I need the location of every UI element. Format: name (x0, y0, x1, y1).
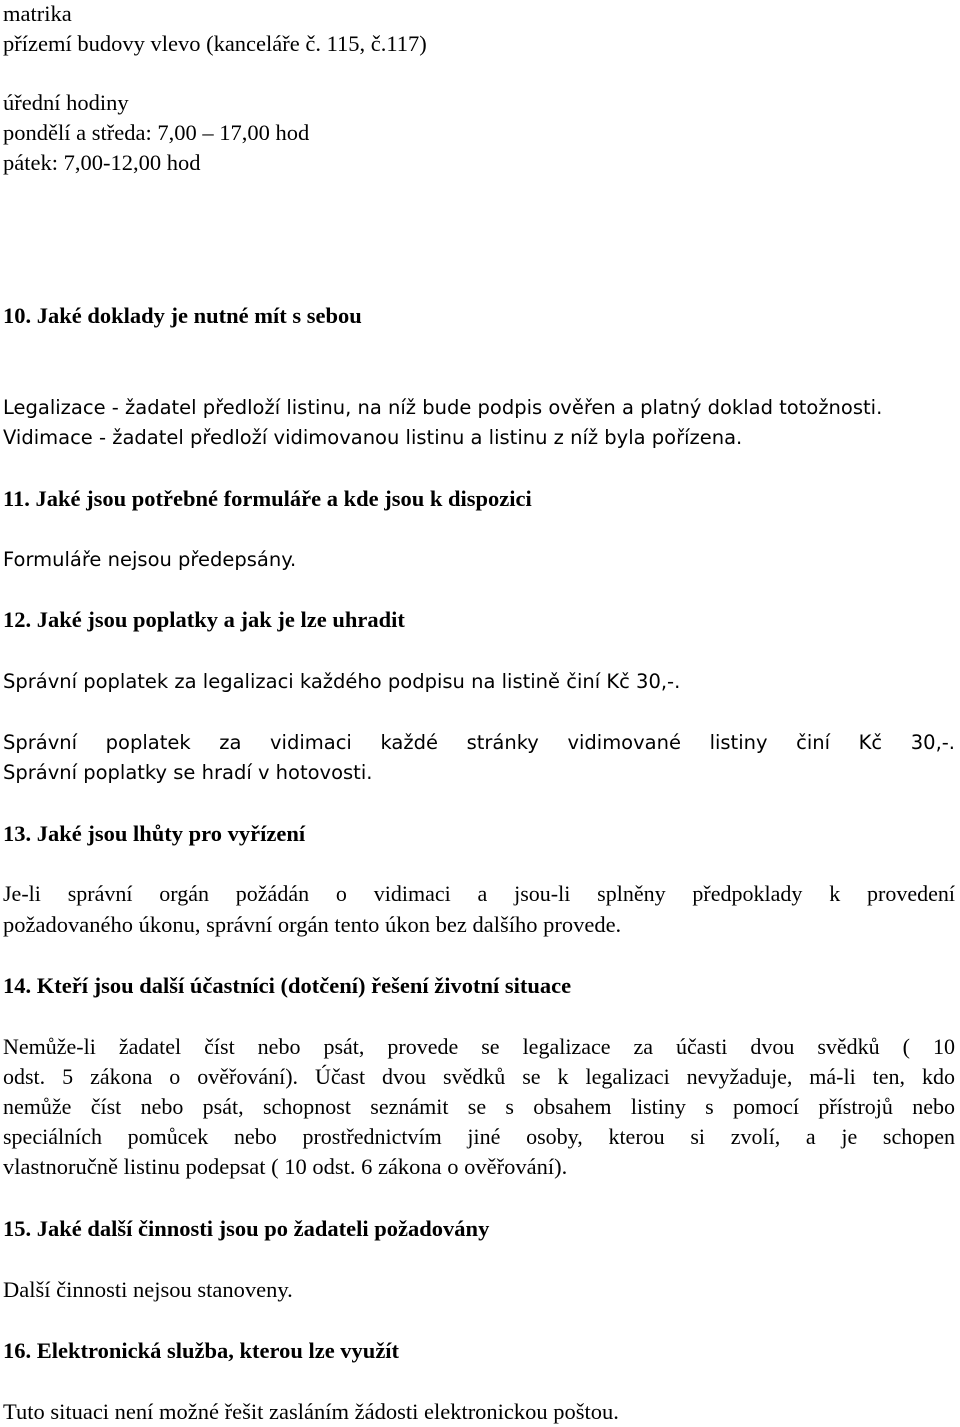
section-10-heading: 10. Jaké doklady je nutné mít s sebou (3, 303, 362, 328)
section-14-line-3: nemůže číst nebo psát, schopnost seznámit se s obsahem listiny s pomocí přístrojů nebo (3, 1094, 955, 1119)
section-10-line-2: Vidimace - žadatel předloží vidimovanou listinu a listinu z níž byla pořízena. (3, 426, 743, 449)
section-12-line-1: Správní poplatek za legalizaci každého podpisu na listině činí Kč 30,-. (3, 670, 681, 693)
section-11-line-1: Formuláře nejsou předepsány. (3, 548, 297, 571)
section-15-heading: 15. Jaké další činnosti jsou po žadateli požadovány (3, 1216, 490, 1241)
section-12-heading: 12. Jaké jsou poplatky a jak je lze uhradit (3, 607, 405, 632)
section-14-line-5: vlastnoručně listinu podepsat ( 10 odst. 6 zákona o ověřování). (3, 1154, 568, 1179)
section-13-line-1: Je-li správní orgán požádán o vidimaci a jsou-li splněny předpoklady k provedení (3, 881, 955, 906)
section-14-heading: 14. Kteří jsou další účastníci (dotčení) řešení životní situace (3, 973, 572, 998)
section-12-line-3: Správní poplatky se hradí v hotovosti. (3, 761, 373, 784)
section-14-line-1: Nemůže-li žadatel číst nebo psát, provede se legalizace za účasti dvou svědků ( 10 (3, 1034, 955, 1059)
section-16-line-1: Tuto situaci není možné řešit zasláním žádosti elektronickou poštou. (3, 1399, 619, 1424)
office-hours-mon-wed: pondělí a středa: 7,00 – 17,00 hod (3, 120, 310, 145)
section-13-line-2: požadovaného úkonu, správní orgán tento úkon bez dalšího provede. (3, 912, 622, 937)
office-dept: matrika (3, 1, 72, 26)
office-location: přízemí budovy vlevo (kanceláře č. 115, č.117) (3, 31, 427, 56)
section-13-heading: 13. Jaké jsou lhůty pro vyřízení (3, 821, 306, 846)
section-11-heading: 11. Jaké jsou potřebné formuláře a kde jsou k dispozici (3, 486, 532, 511)
section-16-heading: 16. Elektronická služba, kterou lze využít (3, 1338, 400, 1363)
section-14-line-4: speciálních pomůcek nebo prostřednictvím jiné osoby, kterou si zvolí, a je schopen (3, 1124, 955, 1149)
section-10-line-1: Legalizace - žadatel předloží listinu, na níž bude podpis ověřen a platný doklad totožnosti. (3, 396, 883, 419)
section-15-line-1: Další činnosti nejsou stanoveny. (3, 1277, 293, 1302)
office-hours-title: úřední hodiny (3, 90, 129, 115)
section-12-line-2: Správní poplatek za vidimaci každé stránky vidimované listiny činí Kč 30,-. (3, 731, 955, 754)
section-14-line-2: odst. 5 zákona o ověřování). Účast dvou svědků se k legalizaci nevyžaduje, má-li ten, kdo (3, 1064, 955, 1089)
office-hours-fri: pátek: 7,00-12,00 hod (3, 150, 201, 175)
